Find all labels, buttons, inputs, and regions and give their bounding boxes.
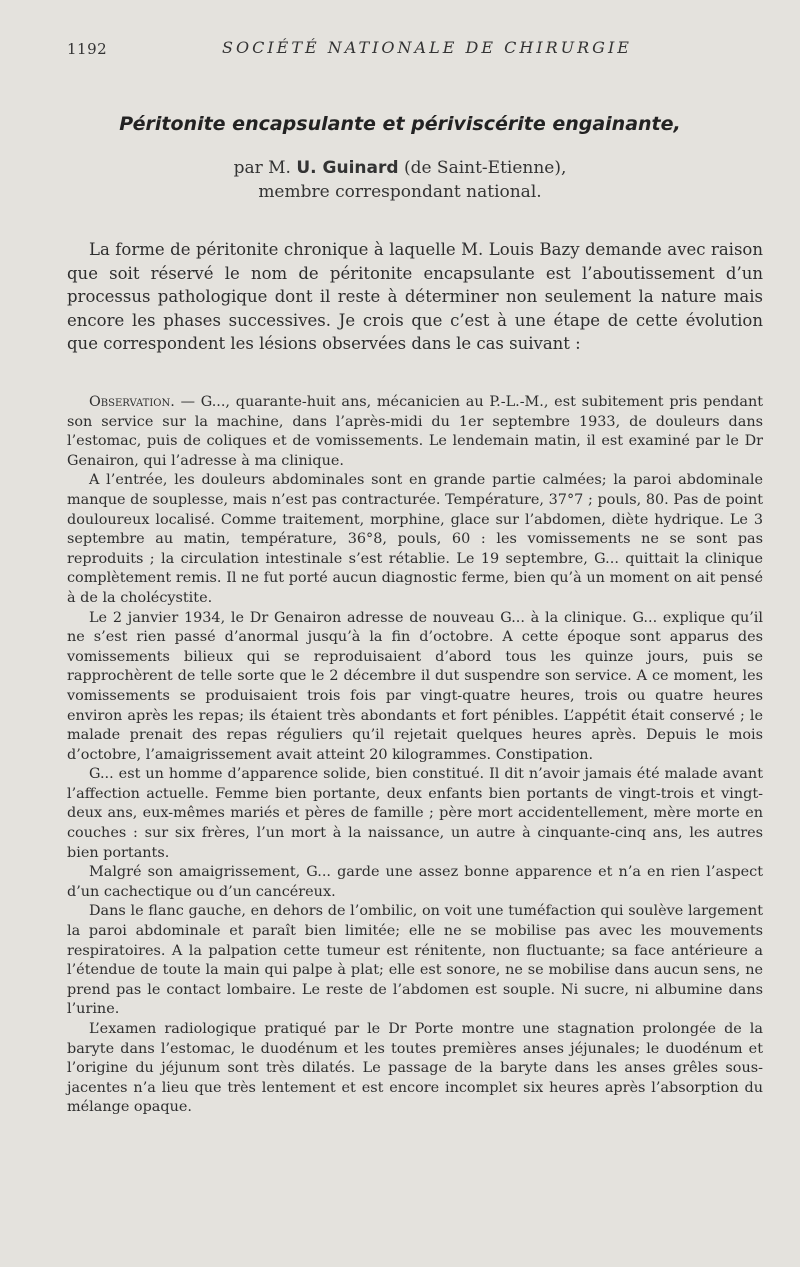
byline bbox=[0, 156, 800, 204]
byline-suffix: (de Saint-Etienne), bbox=[398, 158, 567, 178]
observation-paragraph: Malgré son amaigrissement, G... garde une assez bonne apparence et n’a en rien l’aspect d’un cachectique ou d’un cancéreux. bbox=[67, 864, 763, 900]
author-name: U. Guinard bbox=[296, 158, 399, 178]
affiliation: membre correspondant national. bbox=[258, 182, 542, 202]
observation-paragraph: Le 2 janvier 1934, le Dr Genairon adresse de nouveau G... à la clinique. G... explique qu’il ne s’est rien passé d’anormal jusqu’à la fin d’octobre. A cette époque sont apparus des vomissements bilieux qui se reproduisaient d’abord tous les quinze jours, puis se rapprochèrent de telle sorte que le 2 décembre il dut suspendre son service. A ce moment, les vomissements se produisaient trois fois par vingt-quatre heures, trois ou quatre heures environ après les repas; ils étaient très abondants et fort pénibles. L’appétit était conservé ; le malade prenait des repas réguliers qu’il rejetait quelques heures après. Depuis le mois d’octobre, l’amaigrissement avait atteint 20 kilogrammes. Constipation. bbox=[67, 609, 763, 763]
observation-paragraph: A l’entrée, les douleurs abdominales sont en grande partie calmées; la paroi abdominale manque de souplesse, mais n’est pas contracturée. Température, 37°7 ; pouls, 80. Pas de point douloureux localisé. Comme traitement, morphine, glace sur l’abdomen, diète hydrique. Le 3 septembre au matin, température, 36°8, pouls, 60 : les vomissements ne se sont pas reproduits ; la circulation intestinale s’est rétablie. Le 19 septembre, G... quittait la clinique complètement remis. Il ne fut porté aucun diagnostic ferme, bien qu’à un moment on ait pensé à de la cholécystite. bbox=[67, 472, 763, 606]
observation-paragraph: Observation. — G..., quarante-huit ans, mécanicien au P.-L.-M., est subitement pris pendant son service sur la machine, dans l’après-midi du 1er septembre 1933, de douleurs dans l’estomac, puis de coliques et de vomissements. Le lendemain matin, il est examiné par le Dr Genairon, qui l’adresse à ma clinique. bbox=[67, 394, 763, 469]
byline-prefix: par M. bbox=[233, 158, 297, 178]
observation-paragraph: Dans le flanc gauche, en dehors de l’ombilic, on voit une tuméfaction qui soulève largement la paroi abdominale et paraît bien limitée; elle ne se mobilise pas avec les mouvements respiratoires. A la palpation cette tumeur est rénitente, non fluctuante; sa face antérieure a l’étendue de toute la main qui palpe à plat; elle est sonore, ne se mobilise dans aucun sens, ne prend pas le contact lombaire. Le reste de l’abdomen est souple. Ni sucre, ni albumine dans l’urine. bbox=[67, 903, 763, 1018]
article-title: Péritonite encapsulante et périviscérite engainante, bbox=[119, 113, 681, 135]
byline-line-1 bbox=[0, 156, 800, 180]
running-header: SOCIÉTÉ NATIONALE DE CHIRURGIE bbox=[222, 38, 632, 57]
intro-paragraph: La forme de péritonite chronique à laquelle M. Louis Bazy demande avec raison que soit réservé le nom de péritonite encapsulante est l’aboutissement d’un processus pathologique dont il reste à déterminer non seulement la nature mais encore les phases successives. Je crois que c’est à une étape de cette évolution que correspondent les lésions observées dans le cas suivant : bbox=[67, 240, 763, 354]
intro-section bbox=[67, 238, 763, 356]
observation-paragraph: G... est un homme d’apparence solide, bien constitué. Il dit n’avoir jamais été malade avant l’affection actuelle. Femme bien portante, deux enfants bien portants de vingt-trois et vingt-deux ans, eux-mêmes mariés et pères de famille ; père mort accidentellement, mère morte en couches : sur six frères, l’un mort à la naissance, un autre à cinquante-cinq ans, les autres bien portants. bbox=[67, 766, 763, 861]
observation-section bbox=[67, 393, 763, 1118]
observation-label: Observation. bbox=[89, 394, 175, 410]
observation-paragraph: L’examen radiologique pratiqué par le Dr Porte montre une stagnation prolongée de la baryte dans l’estomac, le duodénum et les toutes premières anses jéjunales; le duodénum et l’origine du jéjunum sont très dilatés. Le passage de la baryte dans les anses grêles sous-jacentes n’a lieu que très lentement et est encore incomplet six heures après l’absorption du mélange opaque. bbox=[67, 1021, 763, 1116]
page-number: 1192 bbox=[67, 40, 108, 58]
